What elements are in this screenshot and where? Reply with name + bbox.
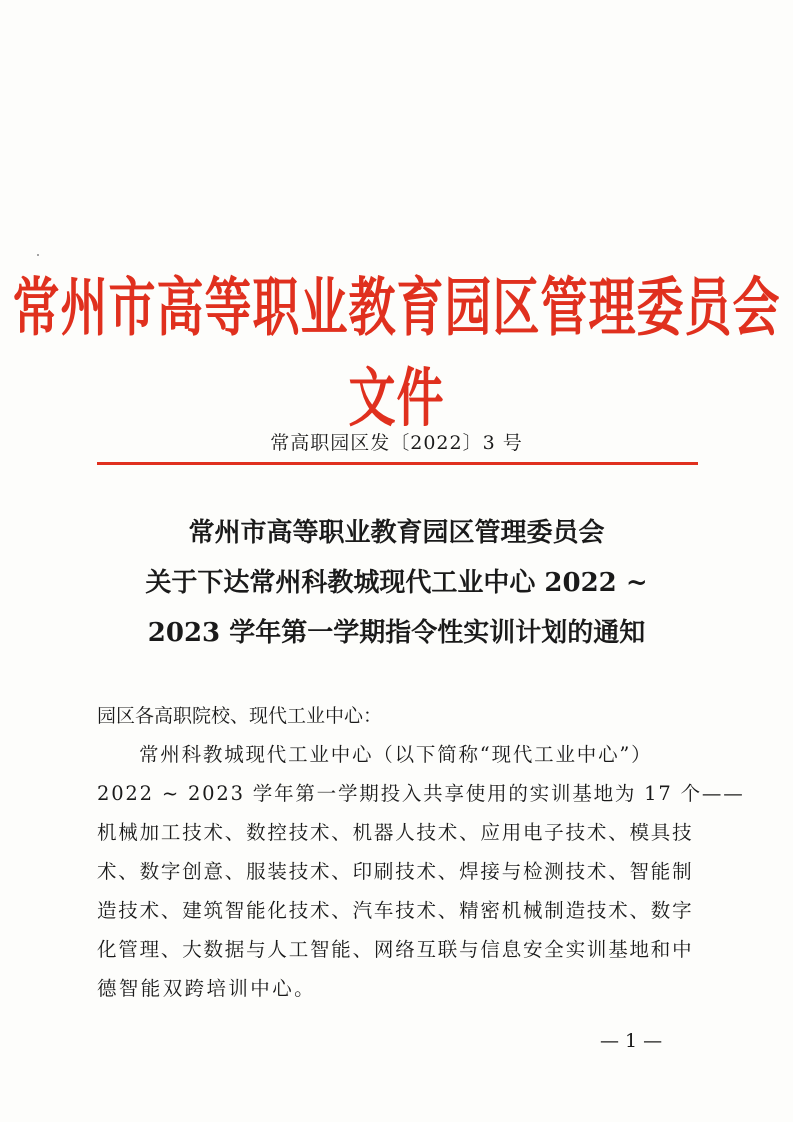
body-line: 2022 ~ 2023 学年第一学期投入共享使用的实训基地为 17 个—— (97, 782, 745, 805)
page-number: — 1 — (600, 1030, 663, 1052)
body-line: 机械加工技术、数控技术、机器人技术、应用电子技术、模具技 (97, 821, 694, 844)
document-header-title: 常州市高等职业教育园区管理委员会文件 (12, 271, 781, 437)
body-line: 常州科教城现代工业中心（以下简称“现代工业中心”） (139, 743, 653, 766)
notice-title-line: 2023 学年第一学期指令性实训计划的通知 (147, 618, 646, 648)
body-line: 术、数字创意、服装技术、印刷技术、焊接与检测技术、智能制 (97, 860, 694, 883)
addressee: 园区各高职院校、现代工业中心： (97, 705, 383, 727)
body-line: 化管理、大数据与人工智能、网络互联与信息安全实训基地和中 (97, 938, 694, 961)
body-line: 德智能双跨培训中心。 (97, 977, 317, 1000)
notice-title (60, 508, 733, 658)
document-number: 常高职园区发〔2022〕3 号 (270, 432, 523, 454)
notice-title-line: 关于下达常州科教城现代工业中心 2022 ~ (145, 568, 648, 598)
scan-speck (37, 254, 39, 256)
body-line: 造技术、建筑智能化技术、汽车技术、精密机械制造技术、数字 (97, 899, 694, 922)
red-divider-line (97, 462, 698, 465)
body-paragraph (97, 735, 745, 1008)
notice-title-line: 常州市高等职业教育园区管理委员会 (188, 518, 605, 548)
